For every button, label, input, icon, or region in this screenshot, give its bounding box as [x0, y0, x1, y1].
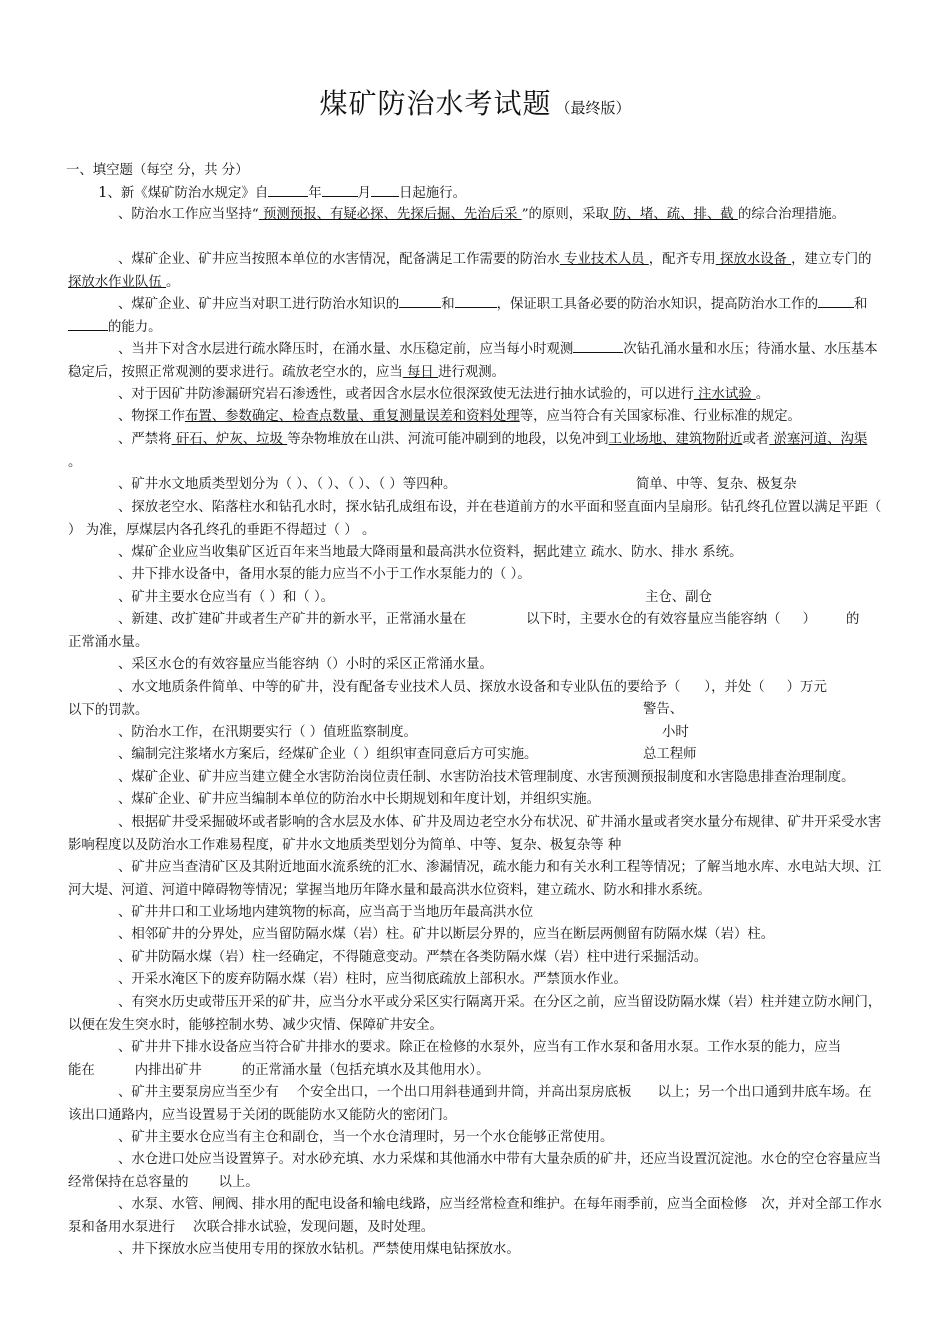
fill-blank[interactable]: [68, 317, 108, 331]
question-21: 、根据矿井受采掘破坏或者影响的含水层及水体、矿井及周边老空水分布状况、矿井涌水量或者突水量分布规律、矿井开采受水害影响程度以及防治水工作难易程度，矿井水文地质类型划分为简单、中等、复杂、极复杂等 种: [68, 815, 882, 853]
question-30: 、矿井主要水仓应当有主仓和副仓，当一个水仓清理时，另一个水仓能够正常使用。: [118, 1130, 614, 1145]
question-33: 、井下探放水应当使用专用的探放水钻机。严禁使用煤电钻探放水。: [118, 1242, 520, 1257]
fill-blank[interactable]: [399, 294, 441, 308]
question-3: 、煤矿企业、矿井应当按照本单位的水害情况，配备满足工作需要的防治水 专业技术人员 ，配齐专用 探放水设备 ，建立专门的 探放水作业队伍 。: [68, 252, 872, 290]
question-8: 、严禁将 矸石、炉灰、垃圾 等杂物堆放在山洪、河流可能冲刷到的地段，以免冲到工业场地、建筑物附近或者 淤塞河道、沟渠 。: [68, 432, 868, 470]
question-26: 、开采水淹区下的废弃防隔水煤（岩）柱时，应当彻底疏放上部积水。严禁顶水作业。: [118, 972, 627, 987]
question-10: 、探放老空水、陷落柱水和钻孔水时，探水钻孔成组布设，并在巷道前方的水平面和竖直面内呈扇形。钻孔终孔位置以满足平距（ ） 为准，厚煤层内各孔终孔的垂距不得超过（ ） 。: [68, 500, 882, 538]
question-31: 、水仓进口处应当设置箅子。对水砂充填、水力采煤和其他涌水中带有大量杂质的矿井，还应当设置沉淀池。水仓的空仓容量应当经常保持在总容量的 以上。: [68, 1152, 882, 1190]
question-9: 、矿井水文地质类型划分为（ ）、（ ）、（ ）、（ ）等四种。: [118, 477, 457, 492]
fill-blank[interactable]: [818, 294, 854, 308]
question-19: 、煤矿企业、矿井应当建立健全水害防治岗位责任制、水害防治技术管理制度、水害预测预报制度和水害隐患排查治理制度。: [118, 770, 855, 785]
fill-blank[interactable]: [371, 183, 399, 197]
question-16: 、水文地质条件简单、中等的矿井，没有配备专业技术人员、探放水设备和专业队伍的要给予（ ），并处（ ）万元 以下的罚款。: [68, 680, 827, 718]
question-2: 、防治水工作应当坚持“ 预测预报、有疑必探、先探后掘、先治后采 ”的原则，采取 防、堵、疏、排、截 的综合治理措施。: [118, 207, 846, 222]
question-12: 、井下排水设备中，备用水泵的能力应当不小于工作水泵能力的（ ）。: [118, 567, 531, 582]
answer-note: 小时: [662, 725, 689, 740]
answer-note: 警告、: [643, 702, 684, 717]
question-1: 1、新《煤矿防治水规定》自 年 月 日起施行。: [98, 183, 466, 201]
answer-underlined: 防、堵、疏、排、截: [608, 207, 738, 222]
question-28: 、矿井井下排水设备应当符合矿井排水的要求。除正在检修的水泵外，应当有工作水泵和备用水泵。工作水泵的能力，应当 能在 内排出矿井 的正常涌水量（包括充填水及其他用水）。: [68, 1040, 842, 1078]
question-5: 、当井下对含水层进行疏水降压时，在涌水量、水压稳定前，应当每小时观测 次钻孔涌水量和水压；待涌水量、水压基本稳定后，按照正常观测的要求进行。疏放老空水的，应当 每日 进行观测。: [68, 339, 884, 384]
answer-underlined: 淤塞河道、沟渠: [769, 432, 868, 447]
question-6: 、对于因矿井防渗漏研究岩石渗透性，或者因含水层水位很深致使无法进行抽水试验的，可以进行 注水试验 。: [118, 387, 770, 402]
question-23: 、矿井井口和工业场地内建筑物的标高，应当高于当地历年最高洪水位: [118, 905, 534, 920]
question-11: 、煤矿企业应当收集矿区近百年来当地最大降雨量和最高洪水位资料，据此建立 疏水、防水、排水 系统。: [118, 545, 743, 560]
question-number: 1: [98, 183, 108, 201]
question-24: 、相邻矿井的分界处，应当留防隔水煤（岩）柱。矿井以断层分界的，应当在断层两侧留有防隔水煤（岩）柱。: [118, 927, 775, 942]
answer-underlined: 注水试验: [693, 387, 756, 402]
section-heading: 一、填空题（每空 分，共 分）: [66, 163, 249, 178]
question-18: 、编制完注浆堵水方案后，经煤矿企业（ ）组织审查同意后方可实施。: [118, 747, 538, 762]
question-15: 、采区水仓的有效容量应当能容纳（）小时的采区正常涌水量。: [118, 657, 493, 672]
answer-note: 简单、中等、复杂、极复杂: [636, 477, 797, 492]
title-subtitle: （最终版）: [555, 99, 631, 117]
question-14: 、新建、改扩建矿井或者生产矿井的新水平，正常涌水量在 以下时，主要水仓的有效容量应当能容纳（ ） 的 正常涌水量。: [68, 612, 860, 650]
question-25: 、矿井防隔水煤（岩）柱一经确定，不得随意变动。严禁在各类防隔水煤（岩）柱中进行采掘活动。: [118, 950, 708, 965]
question-13: 、矿井主要水仓应当有（ ）和（ ）。: [118, 590, 335, 605]
fill-blank[interactable]: [573, 339, 623, 353]
question-4: 、煤矿企业、矿井应当对职工进行防治水知识的 和 ，保证职工具备必要的防治水知识，提高防治水工作的 和的能力。: [68, 294, 884, 339]
answer-underlined: 预测预报、有疑必探、先探后掘、先治后采: [258, 207, 522, 222]
document-title: [0, 82, 950, 122]
answer-underlined: 探放水作业队伍: [68, 274, 166, 290]
answer-note: 主仓、副仓: [645, 590, 712, 605]
answer-underlined: 专业技术人员: [559, 252, 649, 267]
question-17: 、防治水工作，在汛期要实行（ ）值班监察制度。: [118, 725, 417, 740]
answer-underlined: 探放水设备: [715, 252, 792, 267]
answer-underlined: 每日: [402, 364, 439, 380]
answer-underlined: 布置、参数确定、检查点数量、重复测量误差和资料处理: [184, 409, 520, 424]
answer-note: 总工程师: [643, 747, 697, 762]
question-32: 、水泵、水管、闸阀、排水用的配电设备和输电线路，应当经常检查和维护。在每年雨季前，应当全面检修 次，并对全部工作水泵和备用水泵进行 次联合排水试验，发现问题，及时处理。: [68, 1197, 882, 1235]
question-20: 、煤矿企业、矿井应当编制本单位的防治水中长期规划和年度计划，并组织实施。: [118, 792, 601, 807]
question-27: 、有突水历史或带压开采的矿井，应当分水平或分采区实行隔离开采。在分区之前，应当留设防隔水煤（岩）柱并建立防水闸门，以便在发生突水时，能够控制水势、减少灾情、保障矿井安全。: [68, 995, 882, 1033]
title-main: 煤矿防治水考试题: [319, 87, 552, 120]
question-29: 、矿井主要泵房应当至少有 个安全出口，一个出口用斜巷通到井筒，并高出泵房底板 以上；另一个出口通到井底车场。在该出口通路内，应当设置易于关闭的既能防水又能防火的密闭门。: [68, 1085, 872, 1123]
question-7: 、物探工作布置、参数确定、检查点数量、重复测量误差和资料处理等，应当符合有关国家标准、行业标准的规定。: [118, 409, 801, 424]
answer-underlined: 矸石、炉灰、垃圾: [171, 432, 288, 447]
fill-blank[interactable]: [455, 294, 497, 308]
answer-underlined: 工业场地、建筑物附近: [608, 432, 743, 447]
fill-blank[interactable]: [268, 183, 308, 197]
fill-blank[interactable]: [322, 183, 358, 197]
question-22: 、矿井应当查清矿区及其附近地面水流系统的汇水、渗漏情况，疏水能力和有关水利工程等情况；了解当地水库、水电站大坝、江河大堤、河道、河道中障碍物等情况；掌握当地历年降水量和最高洪水位资料，建立疏水、防水和排水系统。: [68, 860, 882, 898]
